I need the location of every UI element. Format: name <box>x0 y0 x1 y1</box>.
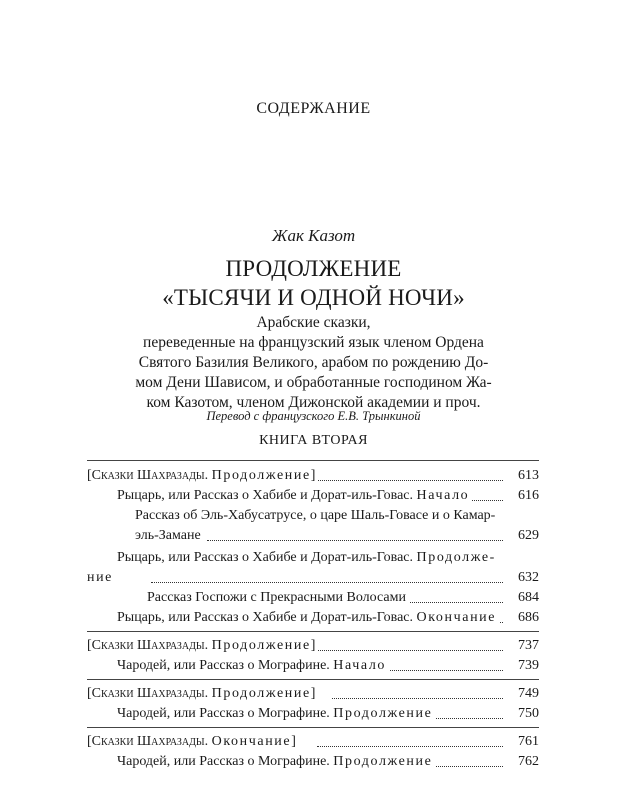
toc-entry-part: Продолже- <box>416 550 496 565</box>
toc-entry-title: Сказки Шахразады. <box>91 686 209 701</box>
toc-entry-title: Сказки Шахразады. <box>91 734 209 749</box>
toc-bracket: [ <box>87 638 92 653</box>
toc-leader <box>427 705 503 719</box>
toc-page-number: 629 <box>518 528 539 543</box>
translator-credit: Перевод с французского Е.В. Трынкиной <box>206 409 421 423</box>
toc-entry-title-cont: эль-Замане <box>135 526 204 546</box>
toc-entry-part: Окончание <box>416 610 497 625</box>
toc-entry[interactable] <box>87 608 539 628</box>
toc-entry[interactable] <box>87 704 539 724</box>
toc-page-number: 761 <box>518 734 539 749</box>
subtitle-line: мом Дени Шависом, и обработанные господином Жа- <box>135 374 492 391</box>
toc-page-number: 739 <box>518 658 539 673</box>
toc-entry[interactable] <box>87 656 539 676</box>
author-name: Жак Казот <box>271 226 356 245</box>
toc-page-number: 737 <box>518 638 539 653</box>
toc-entry-title: Рыцарь, или Рассказ о Хабибе и Дорат-иль-Говас. <box>117 488 417 503</box>
toc-page-number: 632 <box>518 570 539 585</box>
toc-bracket: ] <box>310 686 316 701</box>
toc-entry-part: Продолжение <box>333 754 433 769</box>
toc-entry[interactable] <box>87 486 539 506</box>
toc-leader <box>151 569 503 583</box>
toc-page-number: 762 <box>518 754 539 769</box>
toc-entry-part-cont: ние <box>87 570 113 585</box>
toc-entry-title: Сказки Шахразады. <box>91 638 209 653</box>
toc-entry[interactable] <box>87 466 539 486</box>
toc-entry[interactable] <box>87 636 539 656</box>
toc-page-number: 616 <box>518 488 539 503</box>
toc-entry[interactable] <box>87 526 539 546</box>
work-title <box>0 254 627 312</box>
book-heading: КНИГА ВТОРАЯ <box>259 433 368 448</box>
toc-entry-title: Сказки Шахразады. <box>91 468 209 483</box>
toc-leader <box>207 527 503 541</box>
subtitle-line: Святого Базилия Великого, арабом по рождению До- <box>138 354 489 371</box>
work-title-line1: ПРОДОЛЖЕНИЕ <box>225 256 402 281</box>
toc-page-number: 684 <box>518 590 539 605</box>
toc-bracket: ] <box>291 734 296 749</box>
toc-page-number: 686 <box>518 610 539 625</box>
subtitle-line: Арабские сказки, <box>256 314 371 331</box>
toc-leader <box>287 637 503 651</box>
toc-leader <box>317 733 503 747</box>
toc-entry-part <box>87 568 116 588</box>
toc-entry[interactable] <box>87 732 539 752</box>
subtitle-line: переведенные на французский язык членом Ордена <box>143 334 484 351</box>
toc-entry-line <box>87 506 539 526</box>
toc-entry-part: Продолжение <box>211 638 311 653</box>
subtitle-line: ком Казотом, членом Дижонской академии и проч. <box>146 394 481 411</box>
toc-entry[interactable] <box>87 588 539 608</box>
toc-bracket: ] <box>310 638 316 653</box>
toc-entry-part: Продолжение <box>211 686 311 701</box>
work-subtitle <box>0 313 627 413</box>
toc-page-number: 749 <box>518 686 539 701</box>
toc-leader <box>332 685 503 699</box>
toc-entry-title: Чародей, или Рассказ о Мографине. <box>117 706 334 721</box>
toc-entry-part: Начало <box>333 658 387 673</box>
toc-entry-title: Чародей, или Рассказ о Мографине. <box>117 754 334 769</box>
toc-top-rule <box>87 460 539 461</box>
toc-bracket: [ <box>87 468 92 483</box>
toc-entry-title: Рассказ об Эль-Хабусатрусе, о царе Шаль-Говасе и о Камар- <box>135 506 498 526</box>
toc-entry-part: Продолжение <box>211 468 311 483</box>
toc-entry-title: Чародей, или Рассказ о Мографине. <box>117 658 334 673</box>
toc-bracket: [ <box>87 686 92 701</box>
toc-entry-title: Рассказ Госпожи с Прекрасными Волосами <box>147 588 409 608</box>
toc-divider <box>87 631 539 632</box>
toc-bracket: [ <box>87 734 92 749</box>
toc-entry-title: Рыцарь, или Рассказ о Хабибе и Дорат-иль-Говас. <box>117 550 417 565</box>
toc-page-number: 750 <box>518 706 539 721</box>
toc-entry[interactable] <box>87 684 539 704</box>
toc-entry-part: Продолжение <box>333 706 433 721</box>
contents-heading: СОДЕРЖАНИЕ <box>256 100 371 117</box>
work-title-line2: «ТЫСЯЧИ И ОДНОЙ НОЧИ» <box>162 285 465 310</box>
toc-leader <box>387 657 503 671</box>
toc-entry-part: Окончание <box>211 734 292 749</box>
toc-page-number: 613 <box>518 468 539 483</box>
toc-divider <box>87 727 539 728</box>
toc-entry-line <box>87 548 539 568</box>
toc-bracket: ] <box>310 468 316 483</box>
toc-entry-part: Начало <box>416 488 470 503</box>
toc-divider <box>87 679 539 680</box>
toc-leader <box>427 753 503 767</box>
toc-entry[interactable] <box>87 568 539 588</box>
toc-entry[interactable] <box>87 752 539 772</box>
toc-entry-title: Рыцарь, или Рассказ о Хабибе и Дорат-иль-Говас. <box>117 610 417 625</box>
